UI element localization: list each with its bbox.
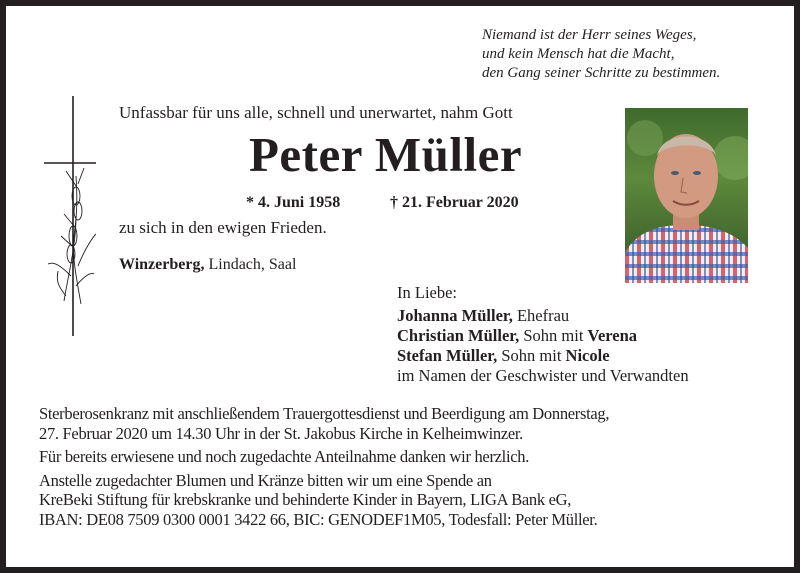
donation-line: Anstelle zugedachter Blumen und Kränze bitten wir um eine Spende an xyxy=(39,470,492,490)
place-others: Lindach, Saal xyxy=(204,256,297,273)
mourner-relation: Ehefrau xyxy=(512,306,570,325)
mourners-closing: im Namen der Geschwister und Verwandten xyxy=(397,366,689,385)
death-date: † 21. Februar 2020 xyxy=(390,194,519,211)
intro-text: Unfassbar für uns alle, schnell und unerwartet, nahm Gott xyxy=(119,103,513,122)
mourner-name: Christian Müller, xyxy=(397,326,520,345)
closing-text: zu sich in den ewigen Frieden. xyxy=(119,218,327,237)
portrait-photo xyxy=(625,108,748,283)
mourner-entry xyxy=(397,346,689,366)
birth-date: * 4. Juni 1958 xyxy=(246,194,341,211)
quote-line: und kein Mensch hat die Macht, xyxy=(482,46,675,62)
mourner-entry xyxy=(397,306,689,326)
service-line: 27. Februar 2020 um 14.30 Uhr in der St. Jakobus Kirche in Kelheimwinzer. xyxy=(39,423,524,443)
mourner-relation: Sohn mit xyxy=(497,346,566,365)
place-primary: Winzerberg, xyxy=(119,256,205,273)
mourner-partner: Nicole xyxy=(565,346,610,365)
places xyxy=(119,256,296,274)
cross-with-wheat-icon xyxy=(36,96,96,336)
mourners-block xyxy=(397,283,689,386)
quote-block xyxy=(482,26,720,83)
quote-line: den Gang seiner Schritte zu bestimmen. xyxy=(482,65,721,81)
service-notice xyxy=(39,404,609,529)
donation-line: KreBeki Stiftung für krebskranke und behinderte Kinder in Bayern, LIGA Bank eG, xyxy=(39,490,572,509)
deceased-name: Peter Müller xyxy=(249,127,523,182)
mourner-name: Stefan Müller, xyxy=(397,346,498,365)
mourner-name: Johanna Müller, xyxy=(397,306,513,325)
mourners-heading: In Liebe: xyxy=(397,283,458,302)
quote-line: Niemand ist der Herr seines Weges, xyxy=(482,27,697,43)
mourner-partner: Verena xyxy=(587,326,638,345)
thanks-line: Für bereits erwiesene und noch zugedachte Anteilnahme danken wir herzlich. xyxy=(39,447,530,466)
mourner-entry xyxy=(397,326,689,346)
donation-line: IBAN: DE08 7509 0300 0001 3422 66, BIC: GENODEF1M05, Todesfall: Peter Müller. xyxy=(39,509,598,529)
portrait-illustration xyxy=(625,108,748,283)
mourner-relation: Sohn mit xyxy=(519,326,588,345)
service-line: Sterberosenkranz mit anschließendem Trauergottesdienst und Beerdigung am Donnerstag, xyxy=(39,404,610,423)
